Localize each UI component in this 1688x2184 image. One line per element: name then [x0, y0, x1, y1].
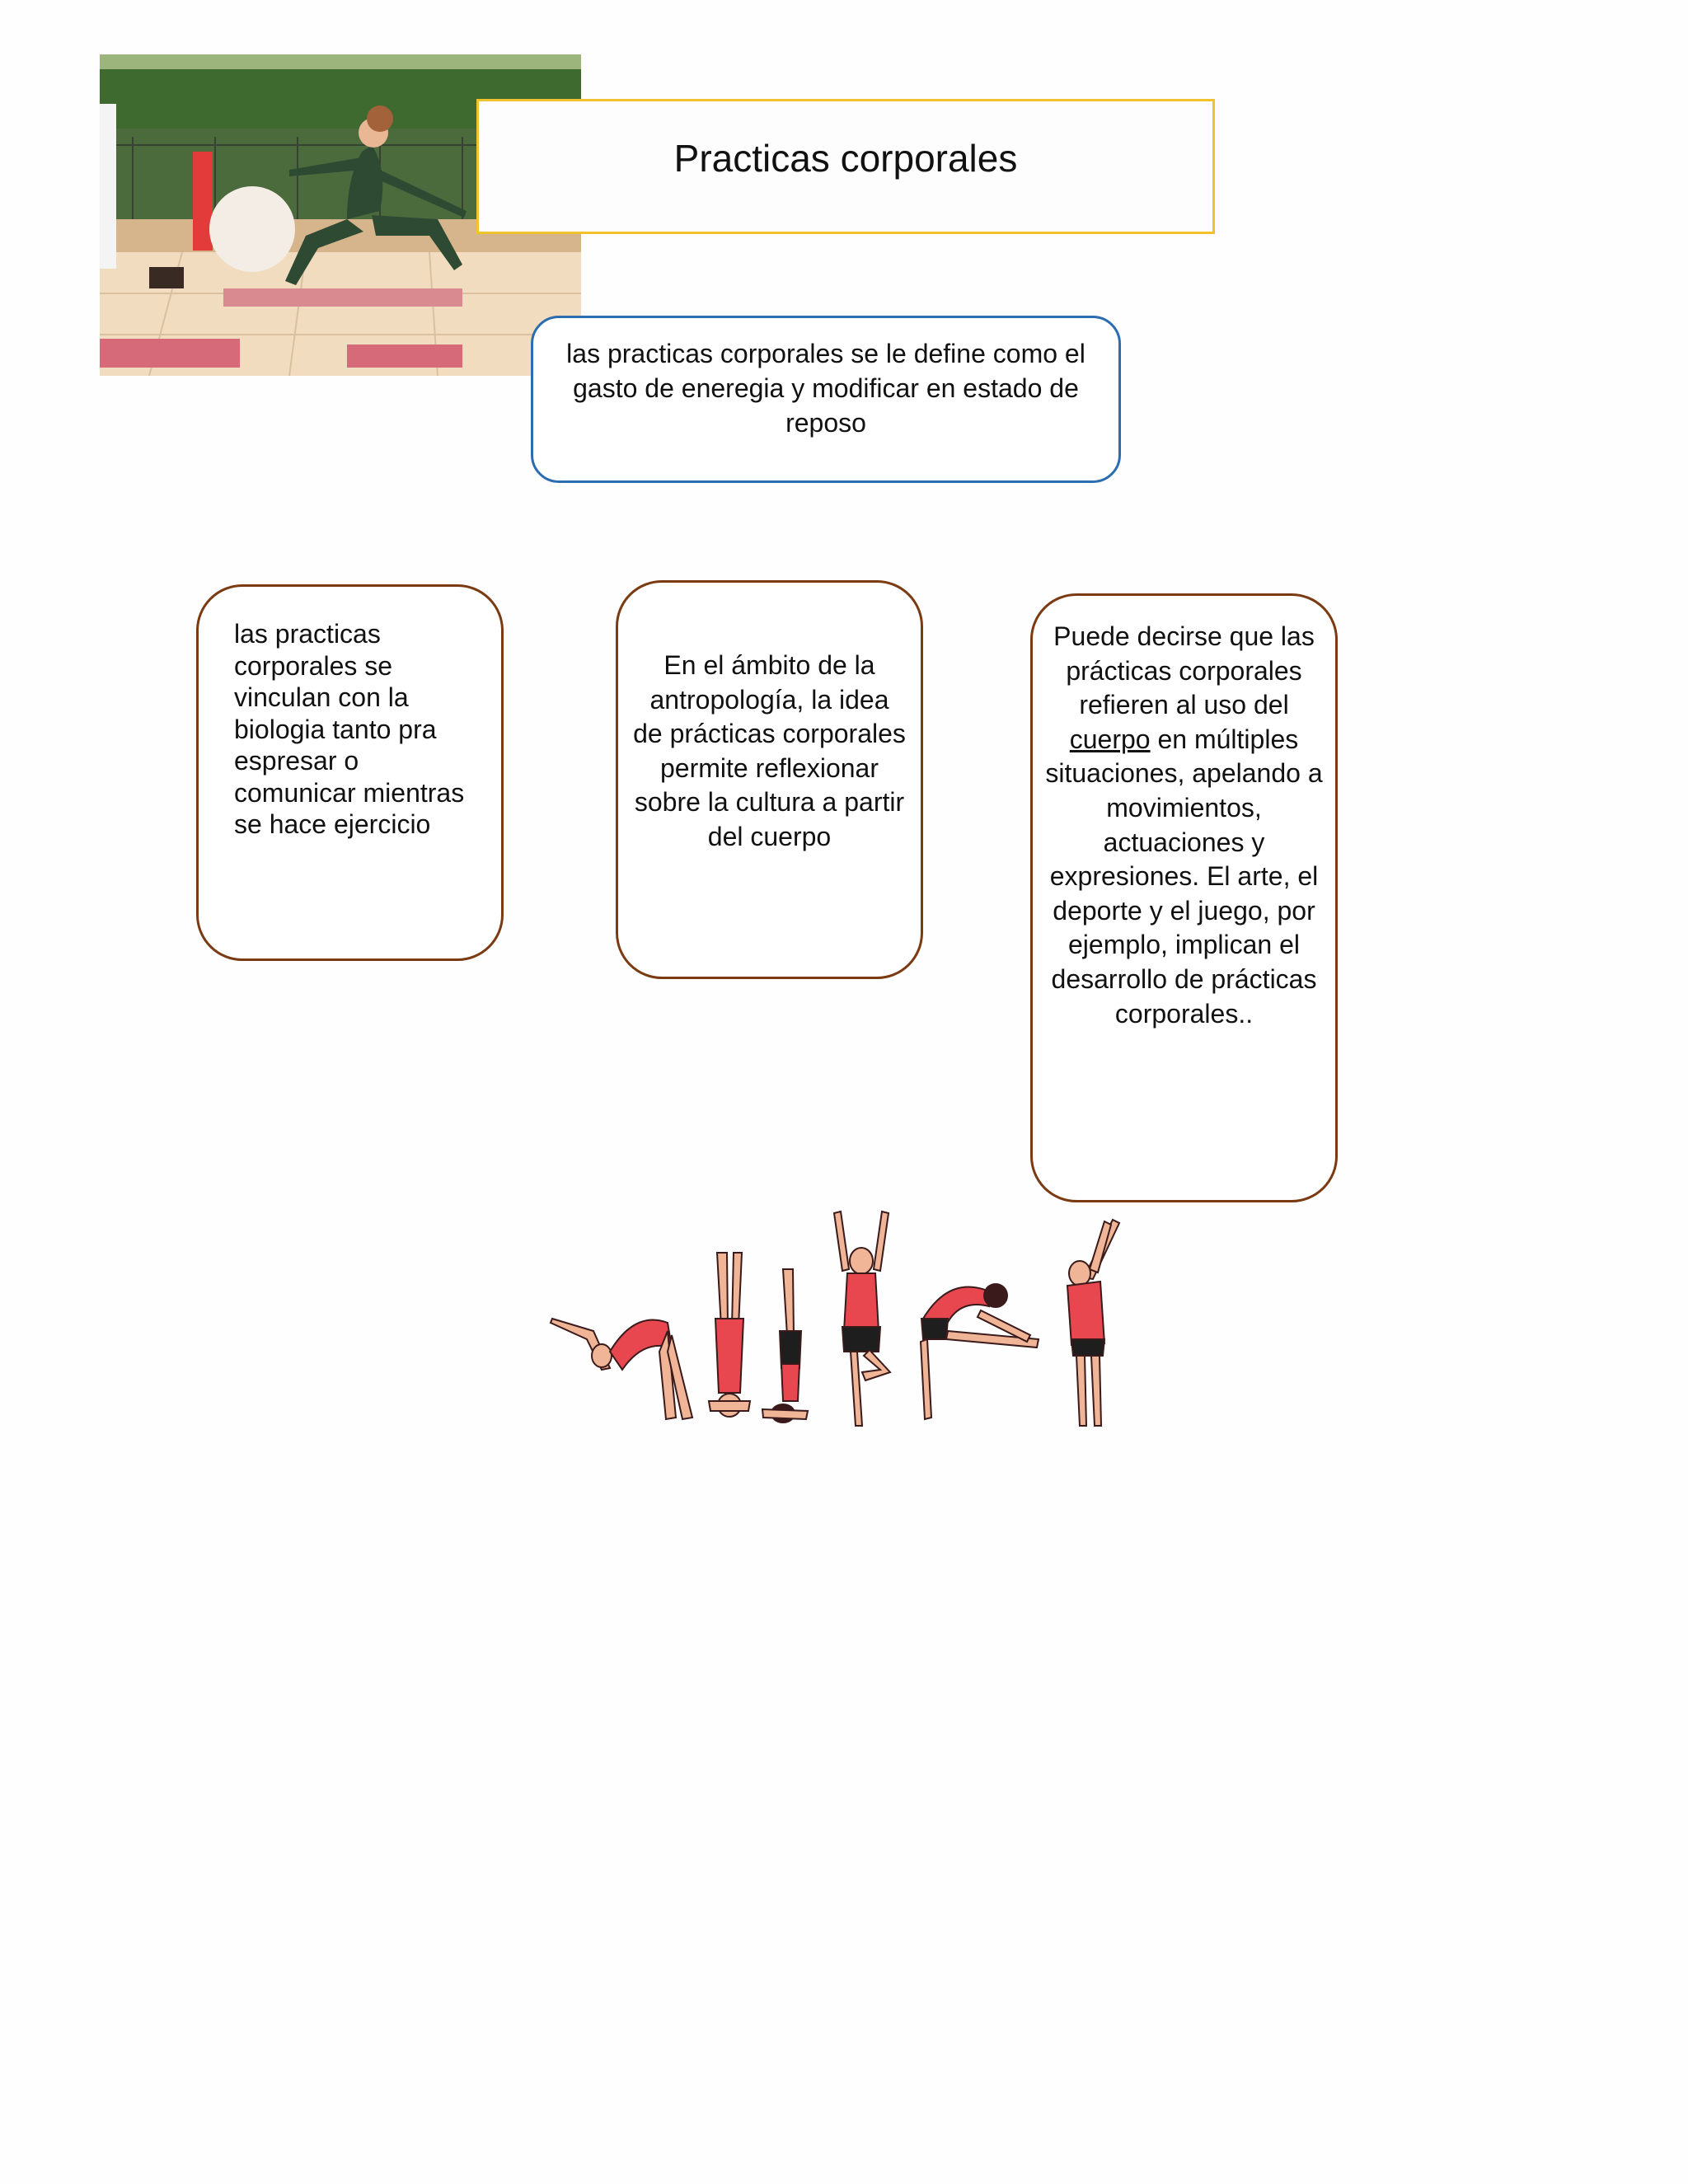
card-text: las practicas corporales se vinculan con la biologia tanto pra espresar o comunicar mientras se hace ejercicio — [234, 619, 465, 839]
gymnastics-poses-illustration — [536, 1154, 1129, 1451]
card-text: En el ámbito de la antropología, la idea de prácticas corporales permite reflexionar sobre la cultura a partir del cuerpo — [633, 650, 906, 851]
concept-card-anthropology — [616, 580, 923, 979]
card-text-after: en múltiples situaciones, apelando a movimientos, actuaciones y expresiones. El arte, el deporte y el juego, por ejemplo, implican el desarrollo de prácticas corporales.. — [1045, 724, 1323, 1029]
shoulder-stand-figure — [762, 1269, 808, 1422]
tree-pose-figure — [834, 1212, 890, 1426]
card-text-before: Puede decirse que las prácticas corporales refieren al uso del — [1053, 621, 1315, 720]
page-title: Practicas corporales — [673, 137, 1018, 180]
backbend-figure — [551, 1319, 692, 1419]
side-stretch-figure — [1067, 1220, 1119, 1426]
definition-text: las practicas corporales se le define como el gasto de eneregia y modificar en estado de reposo — [566, 339, 1085, 438]
forward-bend-figure — [921, 1284, 1039, 1419]
definition-box — [531, 316, 1121, 483]
title-box — [476, 99, 1215, 234]
headstand-figure — [709, 1253, 750, 1417]
concept-card-body-use — [1030, 593, 1338, 1202]
cuerpo-link[interactable]: cuerpo — [1069, 724, 1151, 754]
concept-card-biology — [196, 584, 504, 961]
